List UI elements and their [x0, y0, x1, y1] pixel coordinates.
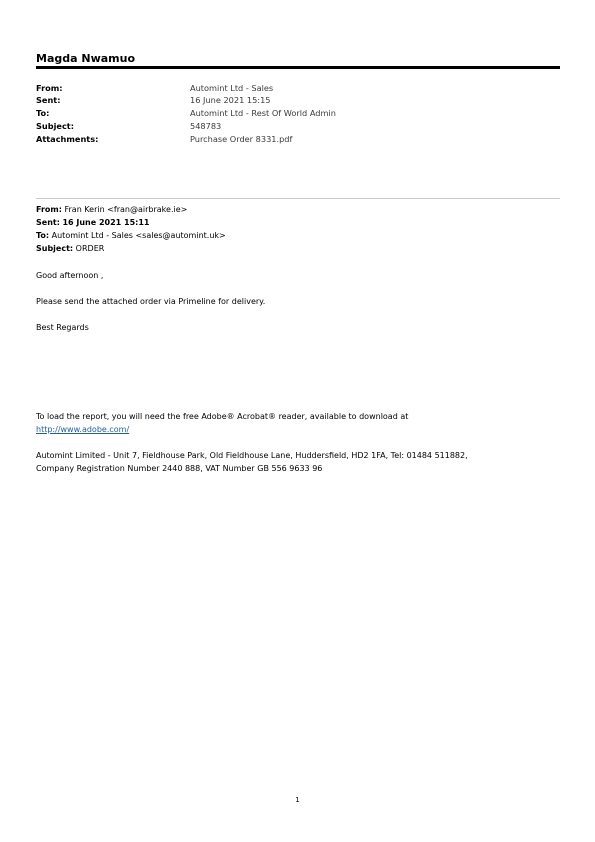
page-number: 1 [295, 796, 300, 804]
forwarded-sent-value: 16 June 2021 15:11 [62, 218, 150, 227]
forwarded-subject-line [36, 243, 104, 254]
header-attachments-row [36, 133, 560, 145]
header-subject-row [36, 120, 560, 132]
header-subject-value: 548783 [190, 121, 222, 131]
header-sent-label: Sent: [36, 95, 61, 105]
header-from-row [36, 82, 560, 94]
forwarded-from-label: From: [36, 205, 62, 214]
reader-note-text: To load the report, you will need the free Adobe® Acrobat® reader, available to download at [36, 412, 409, 421]
signoff-text: Best Regards [36, 323, 89, 332]
forwarded-sent-line [36, 217, 149, 228]
header-subject-label: Subject: [36, 121, 74, 131]
header-to-label: To: [36, 108, 50, 118]
forwarded-subject-label: Subject: [36, 244, 74, 253]
header-sent-value: 16 June 2021 15:15 [190, 95, 271, 105]
header-from-label: From: [36, 83, 63, 93]
message-divider [36, 198, 560, 199]
header-to-value: Automint Ltd - Rest Of World Admin [190, 108, 336, 118]
forwarded-from-value: Fran Kerin <fran@airbrake.ie> [64, 205, 188, 214]
forwarded-subject-value: ORDER [75, 244, 105, 253]
header-divider [36, 66, 560, 69]
forwarded-to-label: To: [36, 231, 50, 240]
company-address-line: Automint Limited - Unit 7, Fieldhouse Park, Old Fieldhouse Lane, Huddersfield, HD2 1FA, Tel: 01484 511882, [36, 451, 468, 460]
forwarded-to-line [36, 230, 226, 241]
greeting-text: Good afternoon , [36, 271, 104, 280]
header-sent-row [36, 94, 560, 106]
header-to-row [36, 107, 560, 119]
adobe-download-link[interactable]: http://www.adobe.com/ [36, 425, 130, 434]
forwarded-from-line [36, 204, 187, 215]
header-attachments-label: Attachments: [36, 134, 99, 144]
message-text: Please send the attached order via Primeline for delivery. [36, 297, 266, 306]
company-registration-line: Company Registration Number 2440 888, VAT Number GB 556 9633 96 [36, 464, 323, 473]
mailbox-owner-name: Magda Nwamuo [36, 52, 136, 65]
forwarded-to-value: Automint Ltd - Sales <sales@automint.uk> [51, 231, 226, 240]
forwarded-sent-label: Sent: [36, 218, 60, 227]
header-from-value: Automint Ltd - Sales [190, 83, 274, 93]
attachment-file-name[interactable]: Purchase Order 8331.pdf [190, 134, 293, 144]
